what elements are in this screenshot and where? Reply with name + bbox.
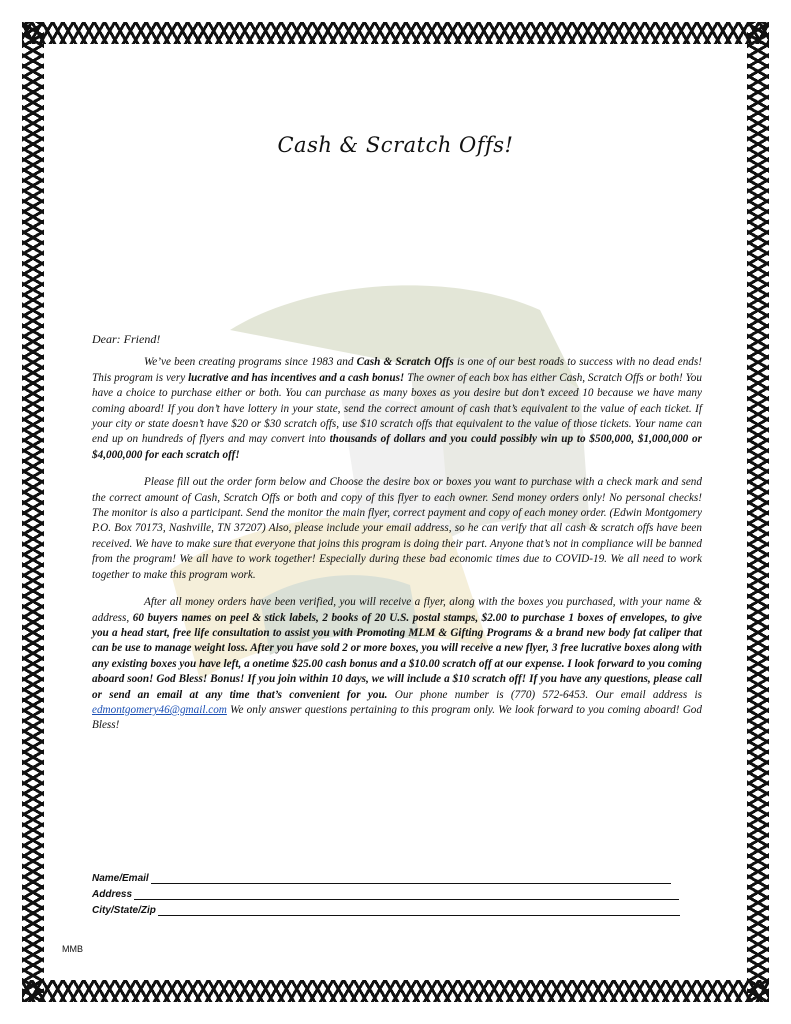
city-state-zip-field[interactable] [158,904,680,916]
address-field[interactable] [134,888,679,900]
decorative-border-right [747,22,769,1002]
letter-body [92,332,702,746]
name-email-label: Name/Email [92,873,149,884]
paragraph-text: The owner of each box has either Cash, Scratch Offs or both! You have a choice to purchase either or both. You can purchase as many boxes as you desire but don’t exceed 10 because we have many coming aboard! If you don’t have lottery in your state, send the correct amount of cash that’s equivalent to the value of each ticket. If your city or state doesn’t have $20 or $30 scratch offs, use $10 scratch offs that equivalent to the value of those tickets. Your name can end up on hundreds of flyers and may convert into [92,371,702,446]
paragraph-text: is one of our best roads to success with no dead ends! This program is very [92,356,702,384]
document-title: Cash & Scratch Offs! [277,133,514,157]
paragraph-bold-text: thousands of dollars and you could possibly win up to $500,000, $1,000,000 or $4,000,000 for each scratch off! [92,433,702,461]
email-link[interactable]: edmontgomery46@gmail.com [92,703,227,716]
decorative-border-left [22,22,44,1002]
paragraph-bold-text: Cash & Scratch Offs [356,356,454,369]
paragraph-text: Our phone number is (770) 572-6453. Our email address is [387,688,702,701]
order-form [92,868,692,916]
city-state-zip-label: City/State/Zip [92,905,156,916]
address-label: Address [92,889,133,900]
form-row-address [92,884,692,900]
paragraph-intro [92,355,702,463]
decorative-border-top [22,22,769,44]
paragraph-instructions: Please fill out the order form below and Choose the desire box or boxes you want to purchase with a check mark and send the correct amount of Cash, Scratch Offs or both and copy of this flyer to each owner. Send money orders only! No personal checks! The monitor is also a participant. Send the monitor the main flyer, correct payment and copy of each money order. (Edwin Montgomery P.O. Box 70173, Nashville, TN 37207) Also, please include your email address, so he can verify that all cash & scratch offs have been received. We have to make sure that everyone that joins this program is doing their part. Anyone that’s not in compliance will be banned from the program! We all have to work together! Especially during these bad economic times due to COVID-19. We all need to work together to make this program work. [92,476,702,581]
greeting: Dear: Friend! [92,332,161,346]
form-row-name [92,868,692,884]
paragraph-rewards [92,595,702,734]
paragraph-text: After all money orders have been verified, you will receive a flyer, along with the boxes you purchased, with your name & address, [92,596,702,624]
decorative-border-bottom [22,980,769,1002]
paragraph-bold-text: 60 buyers names on peel & stick labels, 2 books of 20 U.S. postal stamps, $2.00 to purchase 1 boxes of envelopes, to give you a head start, free life consultation to assist you with Promoting MLM & Gifting Programs & a brand new body fat caliper that can be use to manage weight loss. After you have sold 2 or more boxes, you will receive a new flyer, 3 free lucrative boxes along with any existing boxes you have left, a onetime $25.00 cash bonus and a $10.00 scratch off at our expense. I look forward to you coming aboard soon! God Bless! Bonus! If you join within 10 days, we will include a $10 scratch off! If you have any questions, please call or send an email at any time that’s convenient for you. [92,611,702,701]
paragraph-text: We’ve been creating programs since 1983 and [144,356,357,369]
name-email-field[interactable] [151,872,671,884]
paragraph-bold-text: lucrative and has incentives and a cash bonus! [188,371,405,384]
paragraph-text: We only answer questions pertaining to this program only. We look forward to you coming aboard! God Bless! [92,703,702,732]
footer-initials: MMB [62,944,83,954]
form-row-city [92,900,692,916]
